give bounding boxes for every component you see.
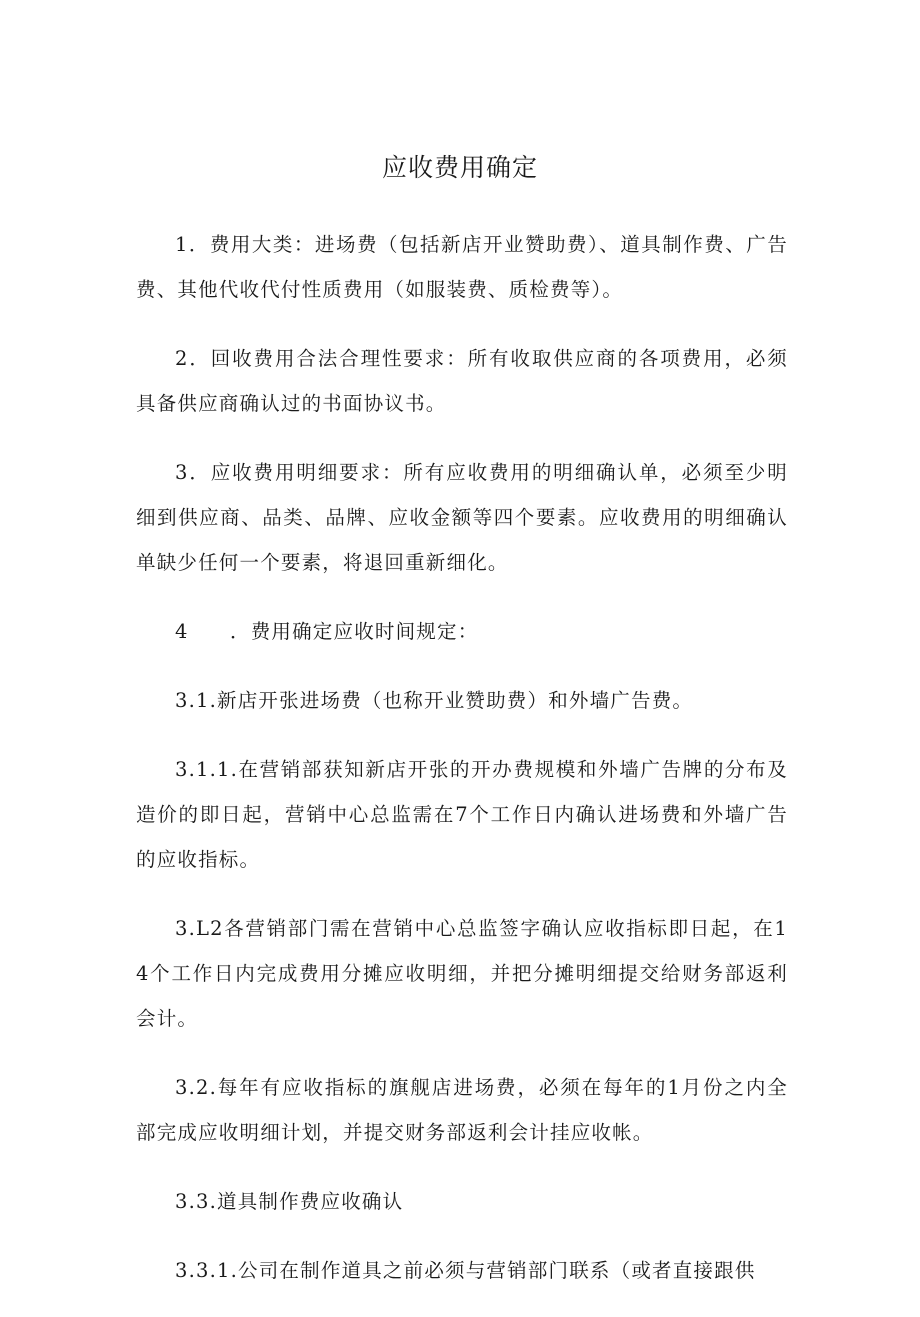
paragraph-section-3-1-2: 3.L2各营销部门需在营销中心总监签字确认应收指标即日起，在14个工作日内完成费用分摊应收明细，并把分摊明细提交给财务部返利会计。 bbox=[136, 917, 788, 1030]
paragraph-timing-rules: 4 ．费用确定应收时间规定： bbox=[175, 620, 479, 643]
paragraph-section-3-2: 3.2.每年有应收指标的旗舰店进场费，必须在每年的1月份之内全部完成应收明细计划，并提交财务部返利会计挂应收帐。 bbox=[136, 1076, 788, 1144]
document-title: 应收费用确定 bbox=[381, 153, 538, 182]
paragraph-section-3-3-1: 3.3.1.公司在制作道具之前必须与营销部门联系（或者直接跟供 bbox=[175, 1259, 756, 1282]
paragraph-section-3-1-1: 3.1.1.在营销部获知新店开张的开办费规模和外墙广告牌的分布及造价的即日起，营销中心总监需在7个工作日内确认进场费和外墙广告的应收指标。 bbox=[136, 758, 788, 871]
paragraph-fee-categories: 1．费用大类：进场费（包括新店开业赞助费）、道具制作费、广告费、其他代收代付性质费用（如服装费、质检费等）。 bbox=[136, 233, 788, 301]
paragraph-detail-requirement: 3．应收费用明细要求：所有应收费用的明细确认单，必须至少明细到供应商、品类、品牌、应收金额等四个要素。应收费用的明细确认单缺少任何一个要素，将退回重新细化。 bbox=[136, 461, 788, 574]
paragraph-section-3-1: 3.1.新店开张进场费（也称开业赞助费）和外墙广告费。 bbox=[175, 689, 694, 712]
document-body bbox=[136, 222, 788, 1317]
paragraph-legality-requirement: 2．回收费用合法合理性要求：所有收取供应商的各项费用，必须具备供应商确认过的书面协议书。 bbox=[136, 347, 788, 415]
paragraph-section-3-3: 3.3.道具制作费应收确认 bbox=[175, 1190, 404, 1213]
